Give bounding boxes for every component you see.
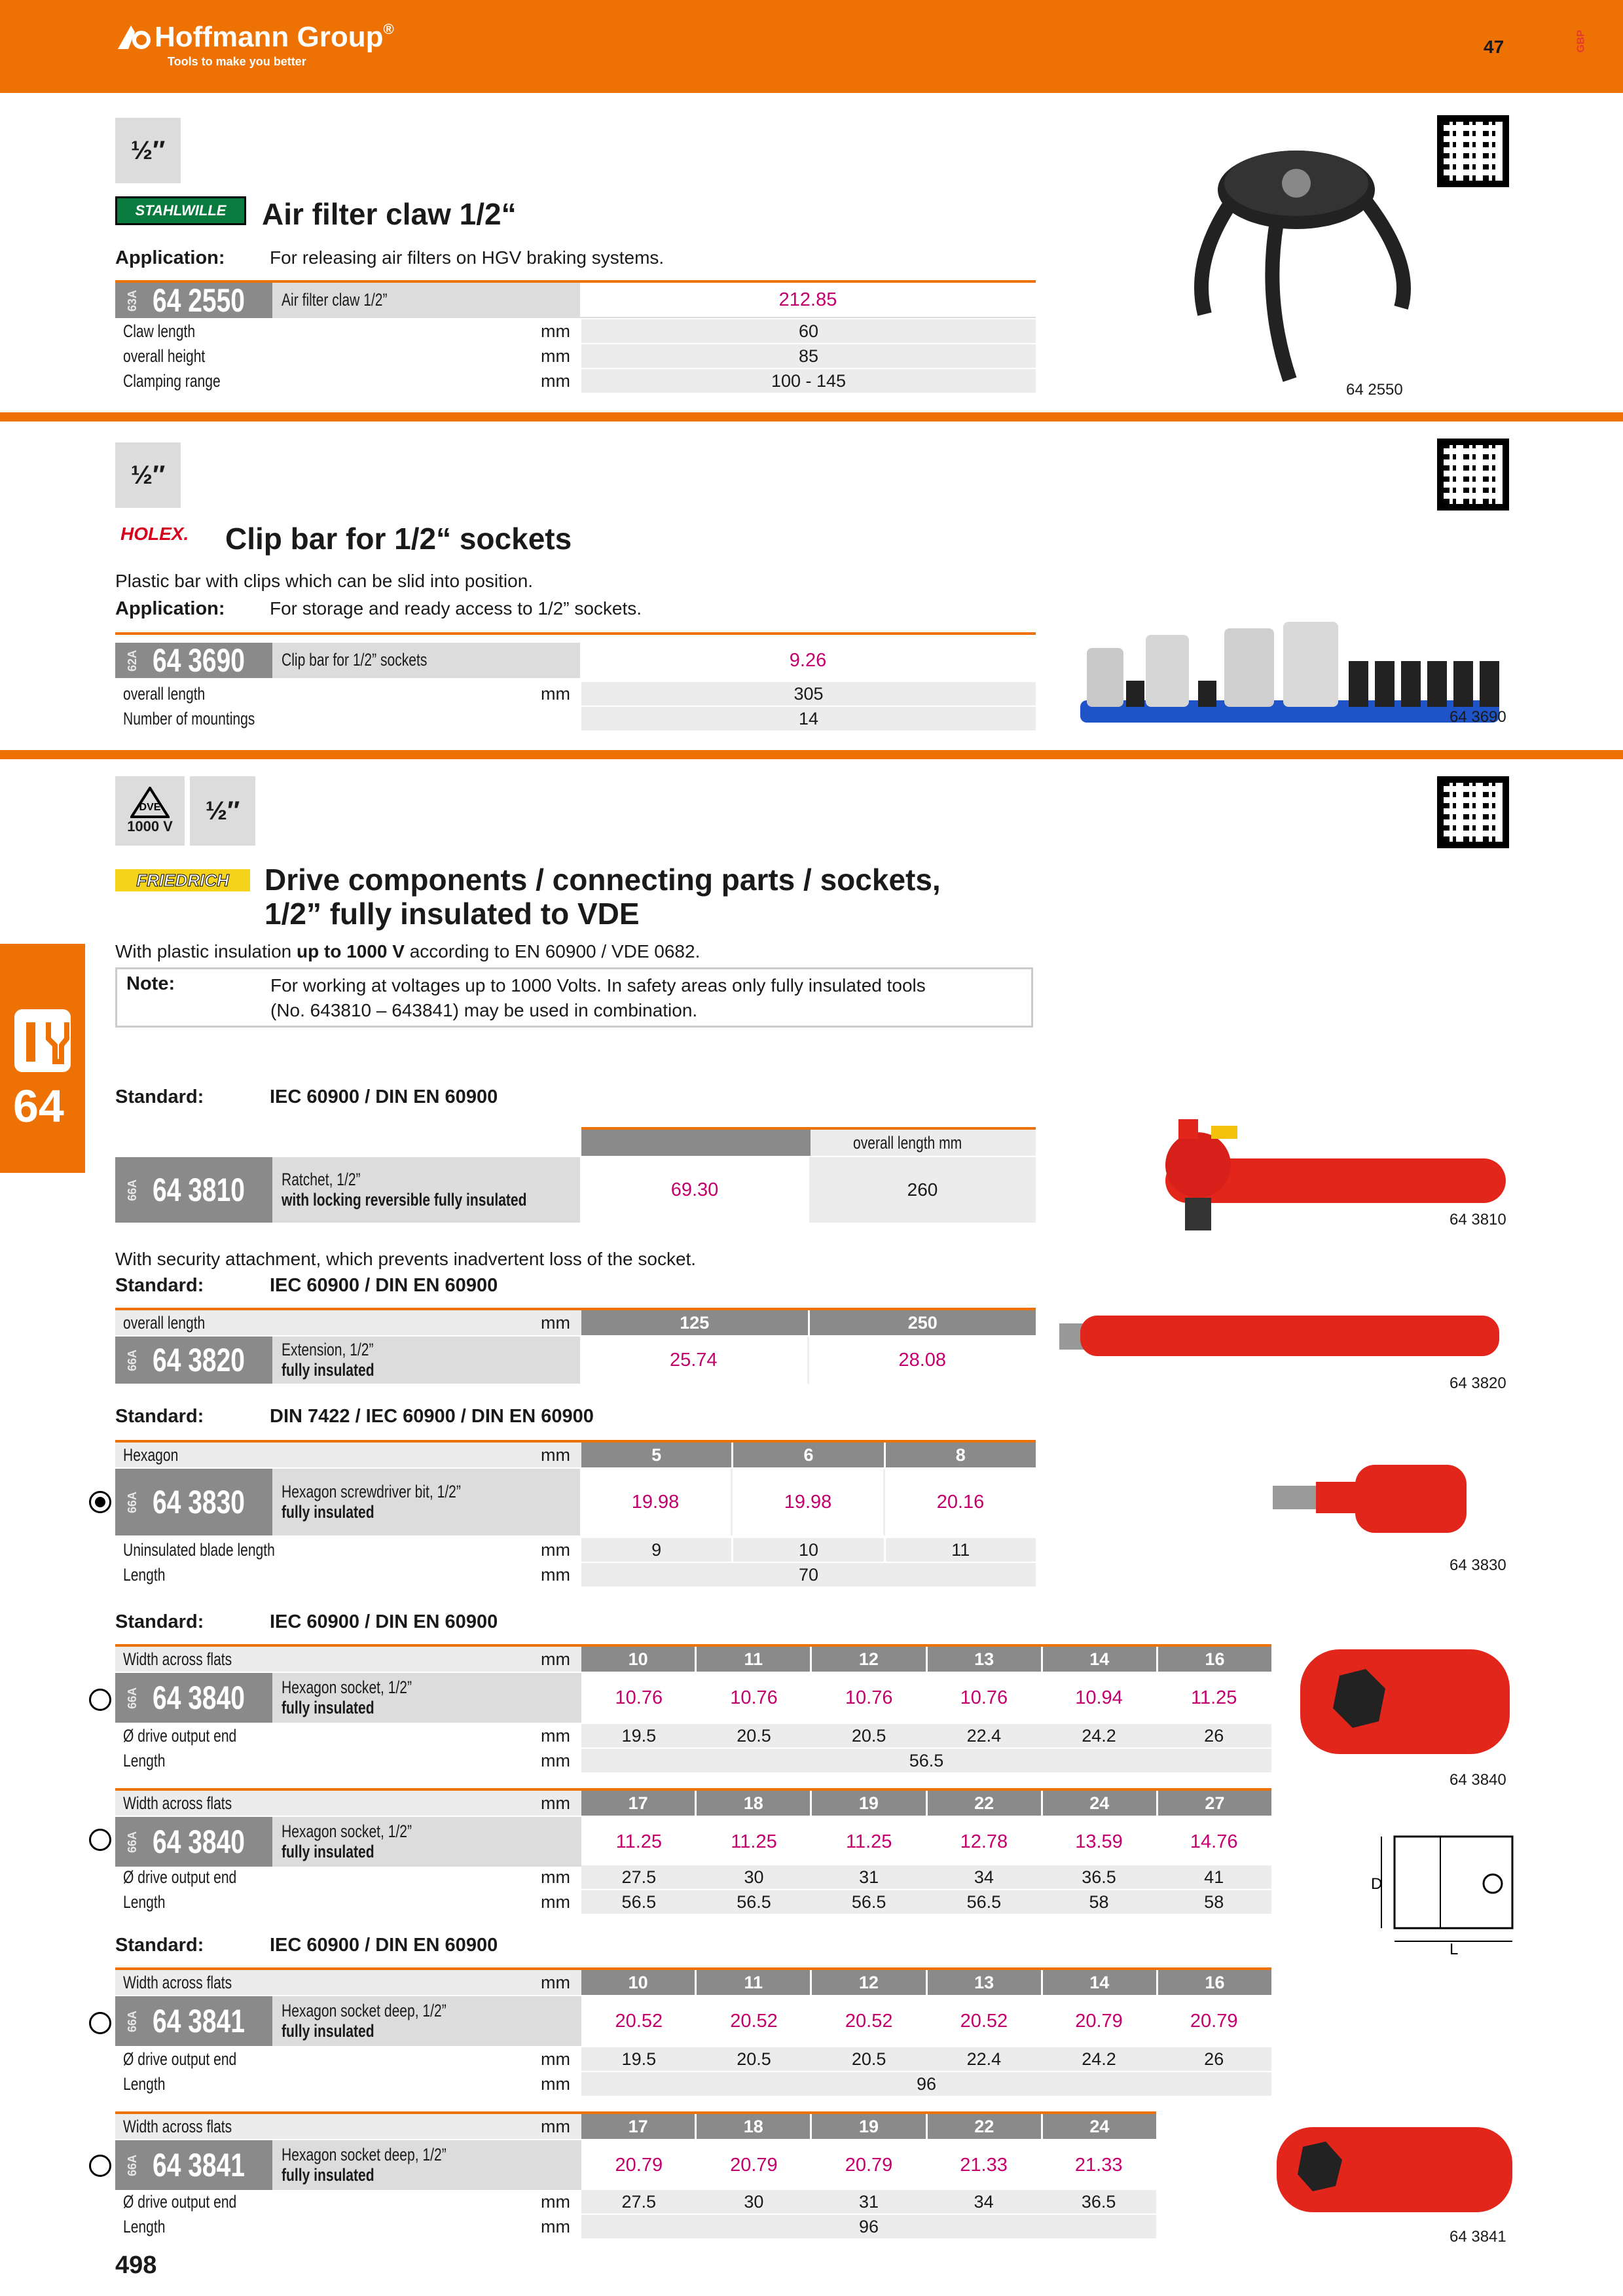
article-prefix: 66A	[126, 1349, 139, 1371]
drive-size-badge	[115, 118, 181, 183]
size-value: 16	[1158, 1647, 1271, 1672]
spec-unit: mm	[541, 683, 570, 704]
price: 19.98	[580, 1469, 733, 1535]
selection-radio[interactable]	[89, 1829, 111, 1851]
dimension-d-label: D	[1371, 1875, 1383, 1893]
spec-value: 34	[926, 2190, 1042, 2214]
spec-value: 70	[581, 1563, 1036, 1587]
price: 20.16	[936, 1491, 985, 1513]
size-value: 19	[812, 2114, 927, 2139]
size-value: 24	[1043, 2114, 1156, 2139]
price: 212.85	[580, 283, 1036, 318]
price: 28.08	[898, 1349, 947, 1371]
product-row[interactable]	[115, 1996, 1271, 2046]
spec-unit: mm	[541, 1443, 581, 1467]
spec-value: 19.5	[581, 2047, 697, 2071]
size-header-row	[115, 1970, 1271, 1995]
spec-value: 26	[1156, 1724, 1271, 1748]
spec-unit: mm	[541, 2216, 570, 2236]
hoffmann-logo-icon	[115, 23, 151, 52]
size-value: 16	[1158, 1970, 1271, 1995]
spec-unit: mm	[541, 2114, 581, 2139]
spec-table	[115, 1538, 1036, 1588]
image-caption: 64 3690	[1450, 708, 1506, 726]
price: 20.79	[845, 2154, 893, 2176]
hexagon-socket-image	[1294, 1636, 1516, 1767]
size-value: 17	[581, 1791, 697, 1816]
qr-code-icon[interactable]	[1437, 115, 1509, 187]
spec-unit: mm	[541, 1725, 570, 1746]
page-number: 47	[1484, 37, 1504, 57]
spec-value: 260	[809, 1157, 1036, 1223]
article-number[interactable]: 64 3820	[153, 1342, 246, 1378]
title-line: 1/2” fully insulated to VDE	[264, 897, 640, 931]
section-divider	[0, 412, 1623, 422]
holex-logo	[120, 524, 189, 545]
price: 12.78	[960, 1831, 1008, 1852]
article-number[interactable]: 64 3690	[153, 642, 246, 679]
socket-dimension-drawing	[1368, 1823, 1532, 1954]
product-row[interactable]	[115, 283, 1036, 318]
drive-size-text: ½″	[205, 796, 240, 825]
spec-value: 27.5	[581, 2190, 697, 2214]
chapter-side-tab[interactable]	[0, 944, 85, 1173]
note-line: For working at voltages up to 1000 Volts. In safety areas only fully insulated tools	[270, 975, 926, 996]
price: 10.94	[1075, 1687, 1123, 1708]
selection-radio[interactable]	[89, 2012, 111, 2034]
spec-value: 305	[581, 682, 1036, 706]
spec-value: 22.4	[926, 2047, 1042, 2071]
drive-size-badge	[115, 442, 181, 508]
price: 14.76	[1190, 1831, 1238, 1852]
section-divider	[0, 750, 1623, 759]
note-line: (No. 643810 – 643841) may be used in combination.	[270, 1000, 698, 1020]
article-description-bold: fully insulated	[282, 1698, 374, 1717]
article-description-bold: with locking reversible fully insulated	[282, 1190, 527, 1210]
product-row[interactable]	[115, 1469, 1036, 1535]
spec-label: Number of mountings	[123, 708, 255, 728]
spec-label: Width across flats	[123, 1649, 232, 1669]
size-value: 22	[928, 1791, 1043, 1816]
spec-value: 36.5	[1041, 2190, 1156, 2214]
article-prefix: 66A	[126, 1491, 139, 1513]
drive-size-text: ½″	[130, 460, 166, 490]
size-value: 11	[697, 1647, 812, 1672]
size-value: 5	[581, 1443, 733, 1467]
article-description-bold: fully insulated	[282, 2165, 374, 2185]
stahlwille-logo	[115, 196, 246, 225]
drive-size-text: ½″	[130, 135, 166, 165]
standard-value: IEC 60900 / DIN EN 60900	[270, 1611, 498, 1632]
spec-unit: mm	[541, 1564, 570, 1585]
size-value: 27	[1158, 1791, 1271, 1816]
intro-bold: up to 1000 V	[297, 941, 405, 961]
spec-unit: mm	[541, 1310, 581, 1335]
standard-value: IEC 60900 / DIN EN 60900	[270, 1275, 498, 1296]
selection-radio[interactable]	[89, 2155, 111, 2177]
size-value: 10	[581, 1970, 697, 1995]
note-box	[115, 967, 1033, 1028]
spec-unit: mm	[541, 1750, 570, 1770]
vde-badges	[115, 776, 259, 846]
article-number[interactable]: 64 3841	[153, 2003, 246, 2039]
price: 21.33	[960, 2154, 1008, 2176]
qr-code-icon[interactable]	[1437, 439, 1509, 511]
article-description: Extension, 1/2”	[282, 1339, 374, 1359]
spec-label: overall length	[123, 1312, 206, 1333]
size-value: 14	[1043, 1647, 1158, 1672]
standard-value: IEC 60900 / DIN EN 60900	[270, 1935, 498, 1956]
article-number[interactable]: 64 3840	[153, 1823, 246, 1860]
article-number[interactable]: 64 2550	[153, 282, 246, 319]
standard-label: Standard:	[115, 1935, 204, 1956]
size-value: 18	[697, 1791, 812, 1816]
spec-value: 14	[581, 707, 1036, 730]
vde-voltage: 1000 V	[127, 818, 173, 834]
spec-unit: mm	[541, 346, 570, 366]
size-header-row	[115, 1443, 1036, 1467]
article-number[interactable]: 64 3840	[153, 1679, 246, 1716]
application-text: For releasing air filters on HGV braking systems.	[270, 247, 665, 268]
price: 10.76	[960, 1687, 1008, 1708]
selection-radio[interactable]	[89, 1491, 111, 1513]
screwdriver-bit-image	[1270, 1460, 1519, 1538]
spec-value: 20.5	[697, 1724, 812, 1748]
standard-label: Standard:	[115, 1275, 204, 1296]
spec-table	[115, 1724, 1271, 1774]
spec-unit: mm	[541, 1647, 581, 1672]
spec-value: 58	[1042, 1890, 1157, 1914]
article-prefix: 66A	[126, 1831, 139, 1853]
price: 20.52	[730, 2010, 778, 2032]
price: 20.52	[845, 2010, 893, 2032]
price: 10.76	[845, 1687, 893, 1708]
article-prefix: 62A	[126, 649, 139, 672]
spec-value: 19.5	[581, 1724, 697, 1748]
article-description: Hexagon screwdriver bit, 1/2”	[282, 1481, 461, 1501]
spec-label: Ø drive output end	[123, 2191, 237, 2212]
spec-value: 31	[811, 1865, 926, 1889]
size-value: 6	[733, 1443, 885, 1467]
spec-label: Hexagon	[123, 1444, 179, 1465]
article-number[interactable]: 64 3841	[153, 2147, 246, 2183]
spec-value: 56.5	[697, 1890, 812, 1914]
spec-table	[115, 2047, 1271, 2097]
spec-unit: mm	[541, 370, 570, 391]
spec-unit: mm	[541, 1892, 570, 1912]
spec-label: Length	[123, 1750, 166, 1770]
holex-logo-text: HOLEX.	[120, 524, 189, 544]
price: 11.25	[615, 1831, 663, 1852]
image-caption: 64 2550	[1346, 381, 1403, 399]
price: 10.76	[730, 1687, 778, 1708]
price: 20.52	[960, 2010, 1008, 2032]
size-value: 125	[581, 1310, 810, 1335]
note-label: Note:	[126, 973, 175, 994]
spec-value: 20.5	[811, 1724, 926, 1748]
size-value: 24	[1043, 1791, 1158, 1816]
spec-label: Ø drive output end	[123, 1725, 237, 1746]
price: 20.52	[615, 2010, 663, 2032]
product-row[interactable]	[115, 643, 1036, 678]
spec-unit: mm	[541, 321, 570, 341]
product-row[interactable]	[115, 1817, 1271, 1867]
spec-table	[115, 682, 1036, 732]
ratchet-col-header	[581, 1127, 1036, 1156]
article-prefix: 66A	[126, 1687, 139, 1709]
image-caption: 64 3841	[1450, 2228, 1506, 2246]
spec-value: 56.5	[581, 1749, 1271, 1772]
product-row[interactable]	[115, 1157, 1036, 1223]
product-row[interactable]	[115, 1673, 1271, 1723]
price: 11.25	[731, 1831, 777, 1852]
article-description-bold: fully insulated	[282, 1842, 374, 1861]
spec-value: 10	[731, 1538, 883, 1562]
article-description: Hexagon socket deep, 1/2”	[282, 2000, 447, 2020]
size-header-row	[115, 1647, 1271, 1672]
standard-label: Standard:	[115, 1611, 204, 1632]
price: 20.79	[1075, 2010, 1123, 2032]
drive-size-badge	[190, 776, 255, 846]
size-value: 12	[812, 1970, 927, 1995]
intro-pre: With plastic insulation	[115, 941, 297, 961]
spec-unit: mm	[541, 2191, 570, 2212]
air-filter-claw-image	[1165, 131, 1440, 393]
spec-label: Claw length	[123, 321, 196, 341]
intro-text	[115, 941, 700, 962]
spec-unit: mm	[541, 2049, 570, 2069]
brand-name: Hoffmann Group	[155, 21, 384, 53]
spec-value: 20.5	[697, 2047, 812, 2071]
application-text: For storage and ready access to 1/2” sockets.	[270, 598, 642, 619]
image-caption: 64 3810	[1450, 1211, 1506, 1229]
size-header-row	[115, 1310, 1036, 1335]
size-value: 13	[928, 1647, 1043, 1672]
product-row[interactable]	[115, 1336, 1036, 1384]
spec-label: Ø drive output end	[123, 1867, 237, 1887]
price: 13.59	[1075, 1831, 1123, 1852]
spec-table	[115, 1865, 1271, 1915]
size-header-row	[115, 1791, 1271, 1816]
spec-label: Uninsulated blade length	[123, 1539, 275, 1560]
spec-unit: mm	[541, 2073, 570, 2094]
spec-value: 85	[581, 344, 1036, 368]
dimension-l-label: L	[1450, 1941, 1459, 1954]
price: 20.79	[730, 2154, 778, 2176]
spec-value: 30	[697, 1865, 812, 1889]
size-value: 18	[697, 2114, 812, 2139]
spec-value: 27.5	[581, 1865, 697, 1889]
spec-value: 31	[811, 2190, 926, 2214]
spec-label: Width across flats	[123, 1972, 232, 1992]
size-header-row	[115, 2114, 1156, 2139]
article-description: Air filter claw 1/2”	[282, 290, 388, 310]
size-value: 14	[1043, 1970, 1158, 1995]
application-label: Application:	[115, 598, 225, 619]
spec-value: 56.5	[581, 1890, 697, 1914]
title-line: Drive components / connecting parts / sockets,	[264, 863, 941, 897]
intro-text: With security attachment, which prevents inadvertent loss of the socket.	[115, 1249, 697, 1269]
tools-icon	[14, 1009, 71, 1072]
price: 9.26	[789, 649, 827, 671]
article-description-bold: fully insulated	[282, 1360, 374, 1380]
price: 21.33	[1074, 2154, 1123, 2176]
stahlwille-logo-text: STAHLWILLE	[135, 202, 227, 219]
product-row[interactable]	[115, 2140, 1156, 2190]
price: 20.79	[615, 2154, 663, 2176]
size-value: 8	[886, 1443, 1036, 1467]
size-value: 12	[812, 1647, 927, 1672]
price: 10.76	[615, 1687, 663, 1708]
article-description-bold: fully insulated	[282, 2021, 374, 2041]
article-description: Hexagon socket deep, 1/2”	[282, 2144, 447, 2164]
spec-value: 96	[581, 2072, 1271, 2096]
spec-unit: mm	[541, 1867, 570, 1887]
article-number[interactable]: 64 3830	[153, 1484, 246, 1520]
spec-value: 34	[926, 1865, 1042, 1889]
image-caption: 64 3840	[1450, 1771, 1506, 1789]
spec-label: overall height	[123, 346, 206, 366]
extension-image	[1054, 1309, 1512, 1368]
spec-table	[115, 319, 1036, 394]
size-value: 17	[581, 2114, 697, 2139]
spec-value: 58	[1156, 1890, 1271, 1914]
qr-code-icon[interactable]	[1437, 776, 1509, 848]
deep-socket-image	[1270, 2121, 1519, 2219]
friedrich-logo-text: FRIEDRICH	[136, 870, 229, 890]
spec-label: Ø drive output end	[123, 2049, 237, 2069]
spec-value: 96	[581, 2215, 1156, 2238]
price: 11.25	[1190, 1687, 1237, 1708]
selection-radio[interactable]	[89, 1689, 111, 1711]
size-value: 22	[928, 2114, 1043, 2139]
spec-value: 11	[884, 1538, 1036, 1562]
price: 19.98	[733, 1469, 885, 1535]
section-title-vde	[264, 863, 941, 931]
col-header: overall length mm	[853, 1132, 962, 1153]
section-title-clip-bar: Clip bar for 1/2“ sockets	[225, 522, 572, 556]
article-description: Ratchet, 1/2”	[282, 1169, 361, 1189]
standard-value: DIN 7422 / IEC 60900 / DIN EN 60900	[270, 1406, 594, 1427]
intro-text: Plastic bar with clips which can be slid into position.	[115, 571, 534, 591]
spec-label: Width across flats	[123, 1793, 232, 1813]
vde-badge-text: DVE	[139, 802, 161, 813]
spec-label: overall length	[123, 683, 206, 704]
friedrich-logo	[115, 869, 250, 891]
table-rule	[115, 632, 1036, 635]
footer-page-number: 498	[115, 2251, 157, 2279]
standard-value: IEC 60900 / DIN EN 60900	[270, 1086, 498, 1107]
price: 20.79	[1190, 2010, 1238, 2032]
spec-unit: mm	[541, 1791, 581, 1816]
spec-label: Length	[123, 2216, 166, 2236]
article-prefix: 66A	[126, 2154, 139, 2176]
spec-label: Width across flats	[123, 2116, 232, 2136]
spec-label: Length	[123, 1564, 166, 1585]
note-text	[270, 973, 926, 1023]
price: 69.30	[670, 1179, 719, 1200]
size-value: 250	[810, 1310, 1036, 1335]
vde-triangle-icon	[130, 787, 170, 818]
price: 11.25	[845, 1831, 892, 1852]
spec-label: Clamping range	[123, 370, 221, 391]
spec-value: 20.5	[811, 2047, 926, 2071]
brand-logo[interactable]	[115, 21, 394, 69]
spec-value: 9	[581, 1538, 731, 1562]
spec-unit: mm	[541, 1970, 581, 1995]
section-title-air-filter: Air filter claw 1/2“	[262, 197, 517, 231]
currency-label: GBP	[1575, 29, 1587, 53]
article-description-bold: fully insulated	[282, 1502, 374, 1522]
size-value: 10	[581, 1647, 697, 1672]
spec-unit: mm	[541, 1539, 570, 1560]
spec-value: 22.4	[926, 1724, 1042, 1748]
application-label: Application:	[115, 247, 225, 268]
spec-value: 60	[581, 319, 1036, 343]
image-caption: 64 3830	[1450, 1556, 1506, 1574]
article-description: Hexagon socket, 1/2”	[282, 1677, 412, 1697]
size-value: 13	[928, 1970, 1043, 1995]
size-value: 19	[812, 1791, 927, 1816]
article-description: Clip bar for 1/2” sockets	[282, 650, 428, 670]
image-caption: 64 3820	[1450, 1374, 1506, 1392]
spec-value: 24.2	[1042, 2047, 1157, 2071]
standard-label: Standard:	[115, 1406, 204, 1427]
spec-value: 41	[1156, 1865, 1271, 1889]
standard-label: Standard:	[115, 1086, 204, 1107]
spec-label: Length	[123, 2073, 166, 2094]
spec-value: 100 - 145	[581, 369, 1036, 393]
brand-tagline: Tools to make you better	[168, 55, 306, 68]
intro-post: according to EN 60900 / VDE 0682.	[404, 941, 701, 961]
spec-value: 36.5	[1042, 1865, 1157, 1889]
chapter-number: 64	[13, 1081, 64, 1132]
article-prefix: 66A	[126, 2010, 139, 2032]
article-description: Hexagon socket, 1/2”	[282, 1821, 412, 1841]
article-number[interactable]: 64 3810	[153, 1172, 246, 1208]
spec-table	[115, 2190, 1156, 2240]
spec-label: Length	[123, 1892, 166, 1912]
spec-value: 26	[1156, 2047, 1271, 2071]
size-value: 11	[697, 1970, 812, 1995]
spec-value: 56.5	[926, 1890, 1042, 1914]
article-prefix: 66A	[126, 1179, 139, 1201]
spec-value: 24.2	[1042, 1724, 1157, 1748]
price: 25.74	[580, 1336, 809, 1384]
registered-mark: ®	[383, 21, 394, 37]
article-prefix: 63A	[126, 289, 139, 312]
spec-value: 56.5	[811, 1890, 926, 1914]
spec-value: 30	[697, 2190, 812, 2214]
